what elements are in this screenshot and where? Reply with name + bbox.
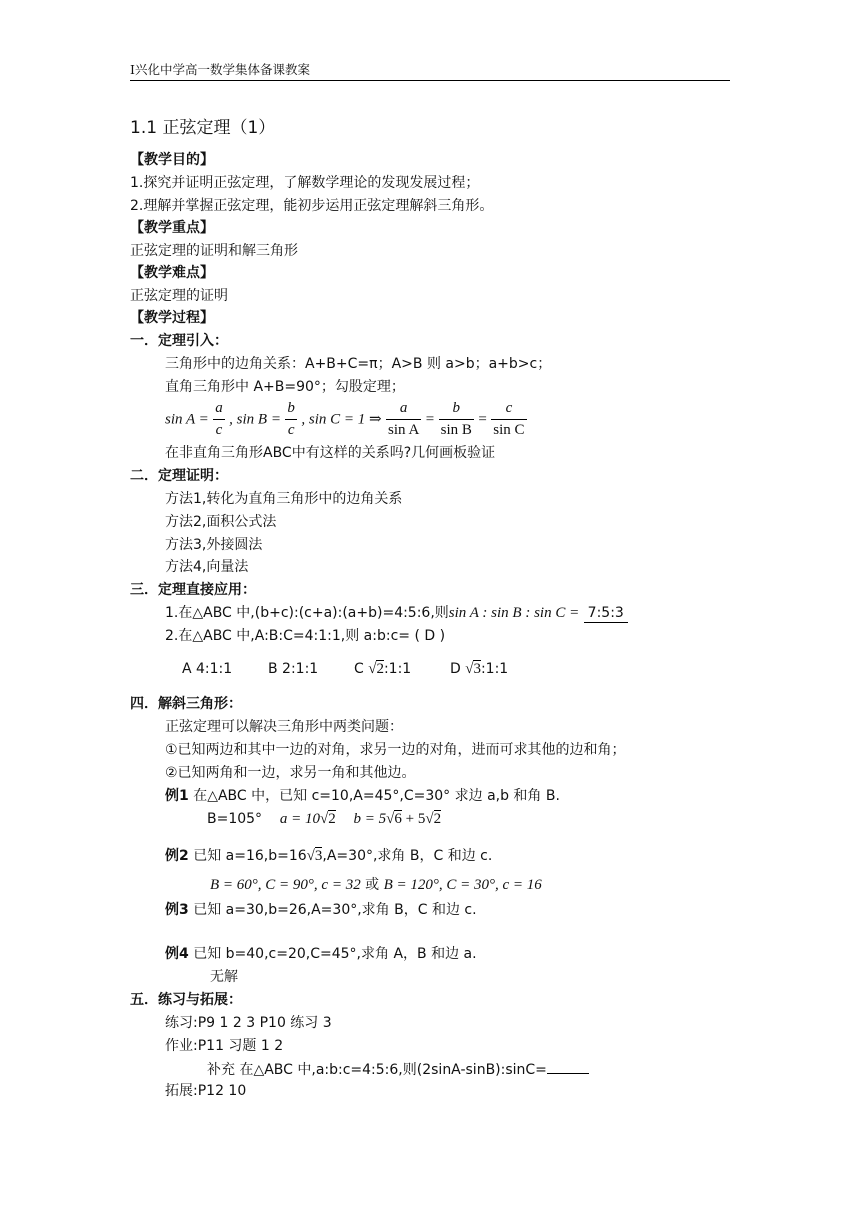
equals-sign: = bbox=[425, 411, 435, 428]
key-points-text: 正弦定理的证明和解三角形 bbox=[130, 243, 298, 259]
key-points-heading: 【教学重点】 bbox=[130, 220, 214, 236]
supplement-line bbox=[207, 1061, 589, 1077]
homework-line: 作业:P11 习题 1 2 bbox=[165, 1038, 284, 1054]
proof-method: 方法2,面积公式法 bbox=[165, 514, 277, 530]
example2-text: 已知 a=16,b=16 bbox=[193, 848, 307, 864]
choice-c-label: C bbox=[354, 661, 364, 677]
example1-answer bbox=[207, 812, 441, 827]
sqrt-sign-icon: √ bbox=[386, 811, 395, 827]
difficulties-text: 正弦定理的证明 bbox=[130, 288, 228, 304]
example1-answer-B: B=105° bbox=[207, 811, 263, 827]
section2-heading: 二．定理证明： bbox=[130, 468, 228, 484]
sqrt-sign-icon: √ bbox=[306, 848, 315, 864]
radicand: 2 bbox=[433, 811, 442, 827]
choice-d-rest: :1:1 bbox=[480, 661, 509, 677]
fraction-c-over-sinC bbox=[491, 400, 526, 439]
example1 bbox=[165, 789, 560, 803]
choice-c-radicand: 2 bbox=[376, 661, 384, 677]
sqrt-sign-icon: √ bbox=[368, 661, 377, 677]
example1-label: 例1 bbox=[165, 788, 189, 804]
section3-heading: 三．定理直接应用： bbox=[130, 582, 256, 598]
supplement-text: 补充 在△ABC 中,a:b:c=4:5:6,则(2sinA-sinB):sinC= bbox=[207, 1062, 547, 1078]
q1-text: 1.在△ABC 中,(b+c):(c+a):(a+b)=4:5:6,则 bbox=[165, 605, 449, 621]
example2-answer-2: B = 120°, C = 30°, c = 16 bbox=[383, 877, 542, 893]
objective-item: 1.探究并证明正弦定理，了解数学理论的发现发展过程； bbox=[130, 175, 480, 191]
example4-label: 例4 bbox=[165, 946, 189, 962]
proof-method: 方法3,外接圆法 bbox=[165, 537, 263, 553]
example1-answer-b: b = 5 bbox=[353, 811, 387, 827]
frac-num: b bbox=[285, 400, 297, 420]
practice-line: 练习:P9 1 2 3 P10 练习 3 bbox=[165, 1015, 332, 1031]
section1-line4: 在非直角三角形ABC中有这样的关系吗?几何画板验证 bbox=[165, 445, 496, 461]
example4-answer: 无解 bbox=[210, 969, 238, 985]
formula-sinB: , sin B = bbox=[229, 411, 281, 428]
frac-num: a bbox=[213, 400, 225, 420]
answer-blank bbox=[547, 1061, 589, 1074]
section4-heading: 四．解斜三角形： bbox=[130, 696, 242, 712]
example4-text: 已知 b=40,c=20,C=45°,求角 A，B 和边 a. bbox=[193, 946, 477, 962]
example2 bbox=[165, 849, 492, 864]
example1-answer-a: a = 10 bbox=[279, 811, 320, 827]
frac-num: b bbox=[439, 400, 474, 420]
fraction-a-over-c bbox=[213, 400, 225, 439]
proof-method: 方法4,向量法 bbox=[165, 559, 249, 575]
example2-answer-1: B = 60°, C = 90°, c = 32 bbox=[210, 877, 361, 893]
difficulties-heading: 【教学难点】 bbox=[130, 265, 214, 281]
q1-answer: 7:5:3 bbox=[584, 605, 628, 623]
header-rule bbox=[130, 80, 730, 81]
extension-line: 拓展:P12 10 bbox=[165, 1083, 247, 1099]
objective-item: 2.理解并掌握正弦定理，能初步运用正弦定理解斜三角形。 bbox=[130, 198, 494, 214]
fraction-a-over-sinA bbox=[386, 400, 421, 439]
frac-den: c bbox=[287, 422, 295, 438]
choice-d bbox=[450, 662, 508, 677]
frac-den: sin B bbox=[440, 422, 472, 438]
frac-num: a bbox=[386, 400, 421, 420]
section1-heading: 一．定理引入： bbox=[130, 333, 228, 349]
page-title: 1.1 正弦定理（1） bbox=[130, 118, 276, 138]
example3 bbox=[165, 903, 477, 917]
fraction-b-over-sinB bbox=[439, 400, 474, 439]
section4-intro: 正弦定理可以解决三角形中两类问题： bbox=[165, 719, 403, 735]
example2-text-rest: ,A=30°,求角 B，C 和边 c. bbox=[322, 848, 493, 864]
section4-case2: ②已知两角和一边，求另一角和其他边。 bbox=[165, 765, 416, 781]
example1-text: 在△ABC 中，已知 c=10,A=45°,C=30° 求边 a,b 和角 B. bbox=[193, 788, 560, 804]
application-q2: 2.在△ABC 中,A:B:C=4:1:1,则 a:b:c= ( D ) bbox=[165, 628, 446, 644]
example3-text: 已知 a=30,b=26,A=30°,求角 B，C 和边 c. bbox=[193, 902, 477, 918]
section1-line2: 直角三角形中 A+B=90°；勾股定理； bbox=[165, 379, 405, 395]
header-text: I兴化中学高一数学集体备课教案 bbox=[130, 62, 310, 77]
example2-label: 例2 bbox=[165, 848, 189, 864]
choice-d-radicand: 3 bbox=[473, 661, 481, 677]
radicand: 6 bbox=[394, 811, 402, 827]
application-q1 bbox=[165, 606, 628, 621]
example2-answer bbox=[210, 878, 542, 893]
section5-heading: 五．练习与拓展： bbox=[130, 992, 242, 1008]
choice-a: A 4:1:1 bbox=[182, 661, 233, 677]
sine-ratio-formula bbox=[165, 400, 527, 439]
equals-sign: = bbox=[478, 411, 487, 428]
radicand: 2 bbox=[328, 811, 336, 827]
radicand: 3 bbox=[314, 848, 323, 864]
choice-b: B 2:1:1 bbox=[268, 661, 319, 677]
example2-answer-or: 或 bbox=[365, 877, 380, 893]
objectives-heading: 【教学目的】 bbox=[130, 152, 214, 168]
choice-c bbox=[354, 662, 411, 677]
formula-sinA: sin A = bbox=[165, 411, 209, 428]
plus-term: + 5 bbox=[401, 811, 426, 827]
fraction-b-over-c bbox=[285, 400, 297, 439]
frac-den: sin A bbox=[388, 422, 420, 438]
frac-den: c bbox=[215, 422, 223, 438]
choice-c-rest: :1:1 bbox=[383, 661, 412, 677]
process-heading: 【教学过程】 bbox=[130, 310, 214, 326]
frac-den: sin C bbox=[493, 422, 525, 438]
frac-num: c bbox=[491, 400, 526, 420]
formula-sinC: , sin C = 1 ⇒ bbox=[301, 411, 382, 428]
section1-line1: 三角形中的边角关系：A+B+C=π；A>B 则 a>b；a+b>c； bbox=[165, 356, 552, 372]
sqrt-sign-icon: √ bbox=[465, 661, 474, 677]
sqrt-sign-icon: √ bbox=[425, 811, 434, 827]
q1-expression: sin A : sin B : sin C = bbox=[448, 605, 580, 621]
proof-method: 方法1,转化为直角三角形中的边角关系 bbox=[165, 491, 403, 507]
sqrt-sign-icon: √ bbox=[320, 811, 329, 827]
choice-d-label: D bbox=[450, 661, 461, 677]
example4 bbox=[165, 947, 477, 961]
example3-label: 例3 bbox=[165, 902, 189, 918]
section4-case1: ①已知两边和其中一边的对角，求另一边的对角，进而可求其他的边和角； bbox=[165, 742, 626, 758]
